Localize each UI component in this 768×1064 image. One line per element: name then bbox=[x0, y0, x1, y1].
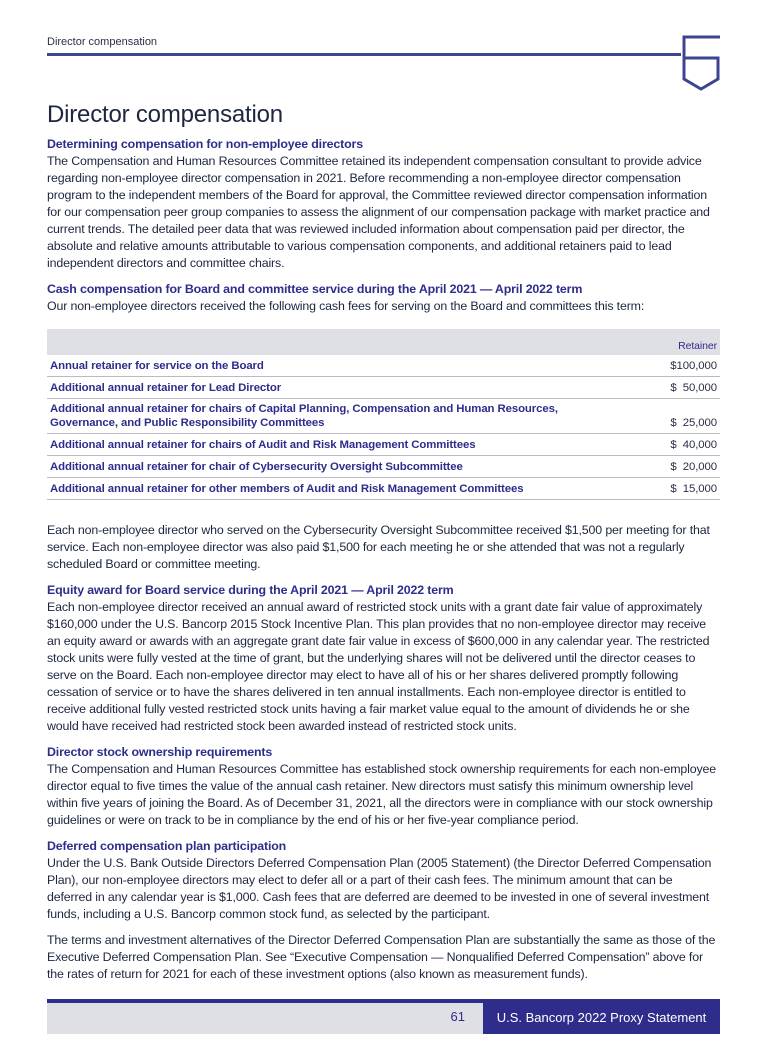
row-amount: $ 15,000 bbox=[634, 478, 720, 500]
table-row bbox=[47, 355, 720, 377]
row-amount: $ 40,000 bbox=[634, 434, 720, 456]
row-amount: $ 50,000 bbox=[634, 377, 720, 399]
paragraph: Our non-employee directors received the following cash fees for serving on the Board and committees this term: bbox=[47, 299, 645, 313]
section-heading: Director stock ownership requirements bbox=[47, 745, 273, 759]
retainer-table bbox=[47, 329, 720, 500]
table-row bbox=[47, 434, 720, 456]
table-row bbox=[47, 399, 720, 434]
running-header: Director compensation bbox=[47, 36, 158, 48]
row-label: Additional annual retainer for Lead Director bbox=[47, 377, 634, 399]
table-row bbox=[47, 478, 720, 500]
table-row bbox=[47, 377, 720, 399]
publication-title: U.S. Bancorp 2022 Proxy Statement bbox=[483, 999, 720, 1034]
paragraph: Each non-employee director received an annual award of restricted stock units with a grant date fair value of approximately $160,000 under the U.S. Bancorp 2015 Stock Incentive Plan. This plan provides that no non-employee director may receive an equity award or awards with an aggregate grant date fair value in excess of $600,000 in any calendar year. The restricted stock units were fully vested at the time of grant, but the underlying shares will not be delivered until the director ceases to serve on the Board. Each non-employee director may elect to have all of his or her shares delivered promptly following cessation of service or to have the shares delivered in ten annual installments. Each non-employee director is entitled to receive additional fully vested restricted stock units having a fair market value equal to the amount of dividends he or she would have received had restricted stock been awarded instead of restricted stock units. bbox=[47, 600, 710, 733]
section-heading: Cash compensation for Board and committee service during the April 2021 — April 2022 term bbox=[47, 282, 583, 296]
row-label: Additional annual retainer for chair of Cybersecurity Oversight Subcommittee bbox=[47, 456, 634, 478]
row-label: Additional annual retainer for chairs of Capital Planning, Compensation and Human Resources, Governance, and Public Responsibility Committees bbox=[47, 399, 634, 434]
footer-band bbox=[47, 1003, 483, 1034]
section-heading: Deferred compensation plan participation bbox=[47, 839, 287, 853]
row-label: Additional annual retainer for other members of Audit and Risk Management Committees bbox=[47, 478, 634, 500]
paragraph: The terms and investment alternatives of the Director Deferred Compensation Plan are substantially the same as those of the Executive Deferred Compensation Plan. See “Executive Compensation — Nonqualified Deferred Compensation” above for the rates of return for 2021 for each of these investment options (also known as measurement funds). bbox=[47, 933, 716, 981]
main-content bbox=[47, 0, 720, 983]
table-row bbox=[47, 456, 720, 478]
row-amount: $ 25,000 bbox=[634, 399, 720, 434]
paragraph: Under the U.S. Bank Outside Directors Deferred Compensation Plan (2005 Statement) (the Director Deferred Compensation Plan), our non-employee directors may elect to defer all or a part of their cash fees. The minimum amount that can be deferred in any calendar year is $1,000. Cash fees that are deferred are deemed to be invested in one of several investment funds, including a U.S. Bancorp common stock fund, as selected by the participant. bbox=[47, 856, 712, 921]
section-heading: Determining compensation for non-employee directors bbox=[47, 137, 363, 151]
paragraph: The Compensation and Human Resources Committee has established stock ownership requirements for each non-employee director equal to five times the value of the annual cash retainer. New directors must satisfy this minimum ownership level within five years of joining the Board. As of December 31, 2021, all the directors were in compliance with our stock ownership guidelines or were on track to be in compliance by the end of his or her five-year compliance period. bbox=[47, 762, 717, 827]
page-footer bbox=[47, 999, 720, 1034]
paragraph: Each non-employee director who served on the Cybersecurity Oversight Subcommittee received $1,500 per meeting for that service. Each non-employee director was also paid $1,500 for each meeting he or she attended that was not a regularly scheduled Board or committee meeting. bbox=[47, 523, 710, 571]
row-amount: $ 20,000 bbox=[634, 456, 720, 478]
row-label: Annual retainer for service on the Board bbox=[47, 355, 634, 377]
paragraph: The Compensation and Human Resources Committee retained its independent compensation consultant to provide advice regarding non-employee director compensation in 2021. Before recommending a non-employee director compensation program to the independent members of the Board for approval, the Committee reviewed director compensation information for our compensation peer group companies to assess the alignment of our compensation package with market practice and current trends. The detailed peer data that was reviewed included information about compensation paid per director, the absolute and relative amounts attributable to various compensation components, and additional retainers paid to lead independent directors and committee chairs. bbox=[47, 154, 710, 270]
page-number: 61 bbox=[450, 1009, 465, 1024]
table-header-blank bbox=[47, 329, 634, 355]
section-heading: Equity award for Board service during the April 2021 — April 2022 term bbox=[47, 583, 454, 597]
column-header-retainer: Retainer bbox=[634, 329, 720, 355]
row-label: Additional annual retainer for chairs of Audit and Risk Management Committees bbox=[47, 434, 634, 456]
row-amount: $100,000 bbox=[634, 355, 720, 377]
page-title: Director compensation bbox=[47, 101, 283, 128]
